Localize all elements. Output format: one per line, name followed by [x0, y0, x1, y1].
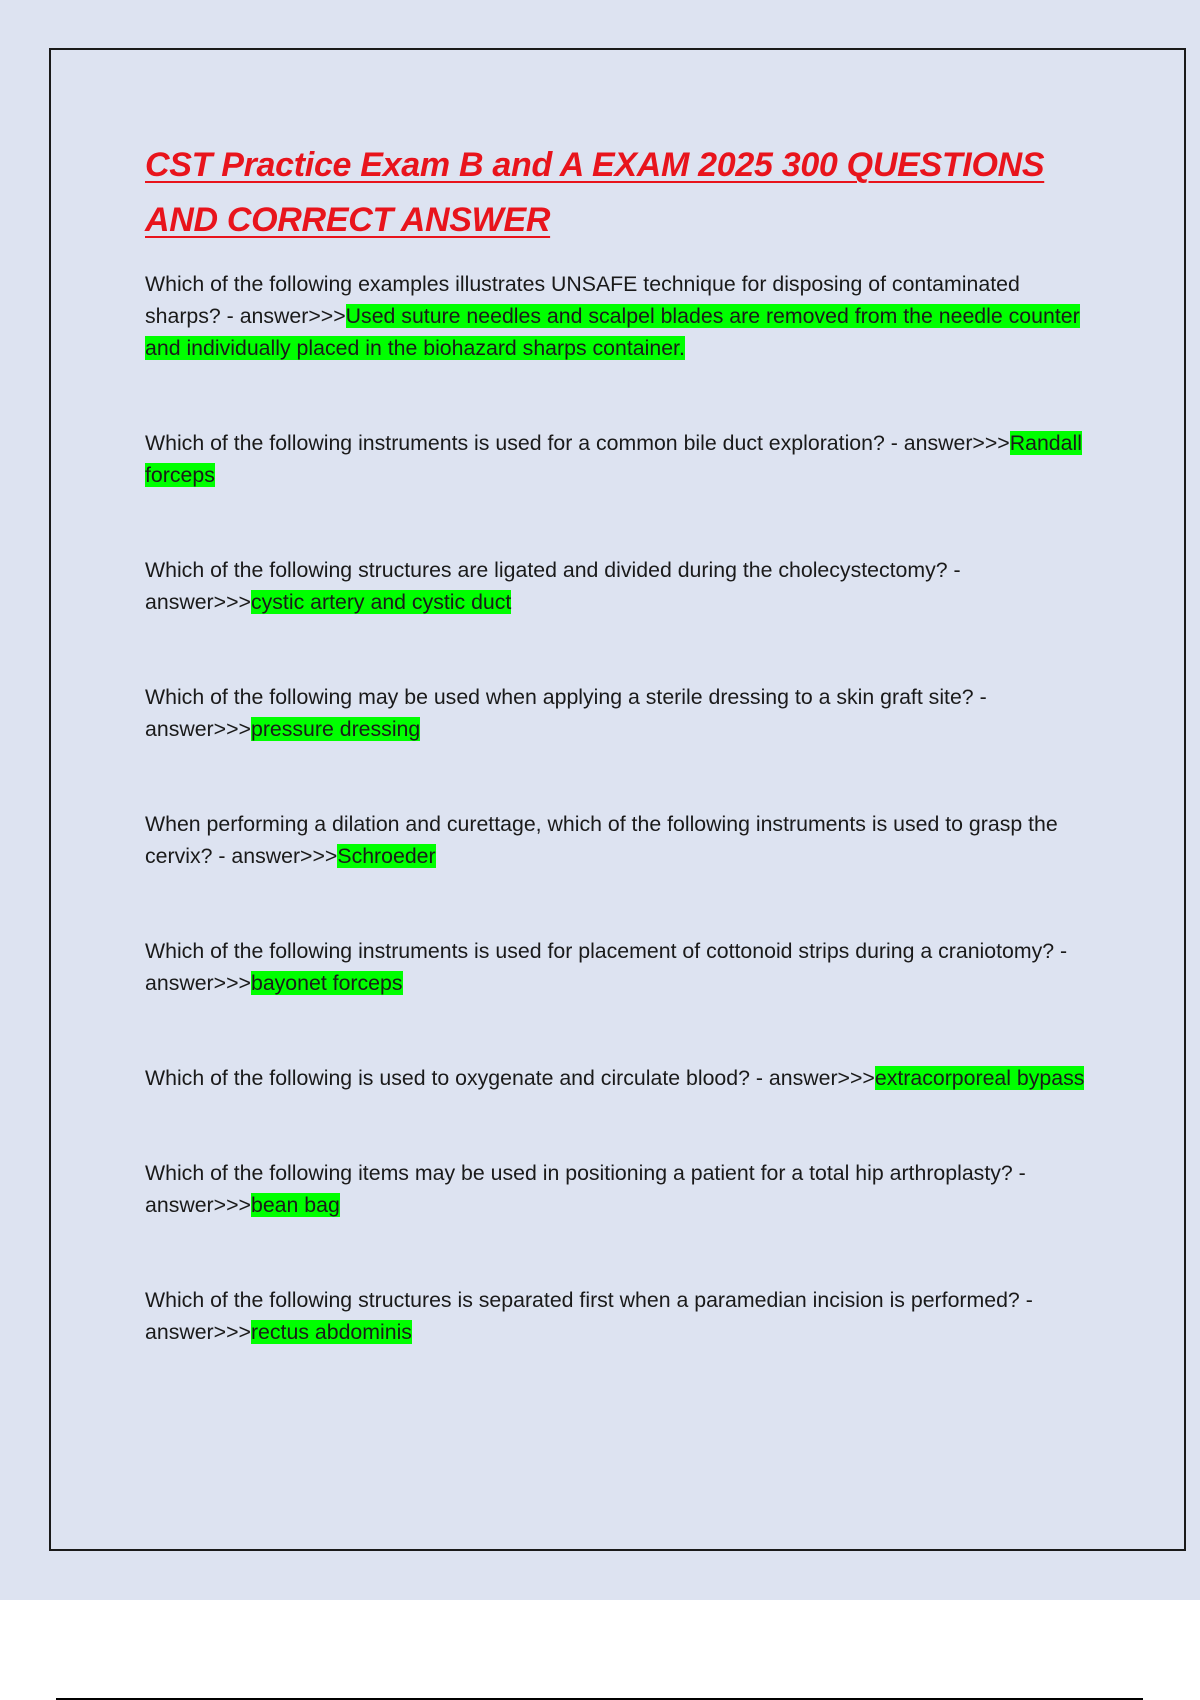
- question-text: Which of the following items may be used in positioning a patient for a total hip arthroplasty? - answer>>>: [145, 1161, 1026, 1217]
- qa-item: [145, 427, 1090, 491]
- answer-highlight: Used suture needles and scalpel blades are removed from the needle counter and individually placed in the biohazard sharps container.: [145, 304, 1080, 360]
- question-text: Which of the following may be used when applying a sterile dressing to a skin graft site? - answer>>>: [145, 685, 987, 741]
- question-text: Which of the following structures are ligated and divided during the cholecystectomy? - answer>>>: [145, 558, 961, 614]
- qa-item: [145, 808, 1090, 872]
- answer-highlight: extracorporeal bypass: [874, 1066, 1085, 1090]
- document-title: CST Practice Exam B and A EXAM 2025 300 QUESTIONS AND CORRECT ANSWER: [145, 146, 1045, 239]
- answer-highlight: cystic artery and cystic duct: [250, 590, 512, 614]
- question-text: When performing a dilation and curettage, which of the following instruments is used to grasp the cervix? - answer>>>: [145, 812, 1058, 868]
- answer-highlight: Schroeder: [337, 844, 436, 868]
- document-content: [145, 138, 1090, 1411]
- qa-item: [145, 935, 1090, 999]
- qa-item: [145, 268, 1090, 364]
- qa-item: [145, 681, 1090, 745]
- answer-highlight: Randall forceps: [145, 431, 1082, 487]
- question-text: Which of the following structures is separated first when a paramedian incision is performed? - answer>>>: [145, 1288, 1033, 1344]
- answer-highlight: bayonet forceps: [250, 971, 403, 995]
- question-text: Which of the following is used to oxygenate and circulate blood? - answer>>>: [145, 1066, 875, 1090]
- answer-highlight: rectus abdominis: [250, 1320, 412, 1344]
- answer-highlight: pressure dressing: [250, 717, 421, 741]
- question-text: Which of the following instruments is used for a common bile duct exploration? - answer>>>: [145, 431, 1010, 455]
- qa-item: [145, 1062, 1090, 1094]
- question-text: Which of the following instruments is used for placement of cottonoid strips during a craniotomy? - answer>>>: [145, 939, 1068, 995]
- qa-item: [145, 554, 1090, 618]
- qa-item: [145, 1284, 1090, 1348]
- answer-highlight: bean bag: [250, 1193, 340, 1217]
- qa-item: [145, 1157, 1090, 1221]
- question-text: Which of the following examples illustrates UNSAFE technique for disposing of contaminated sharps? - answer>>>: [145, 272, 1020, 328]
